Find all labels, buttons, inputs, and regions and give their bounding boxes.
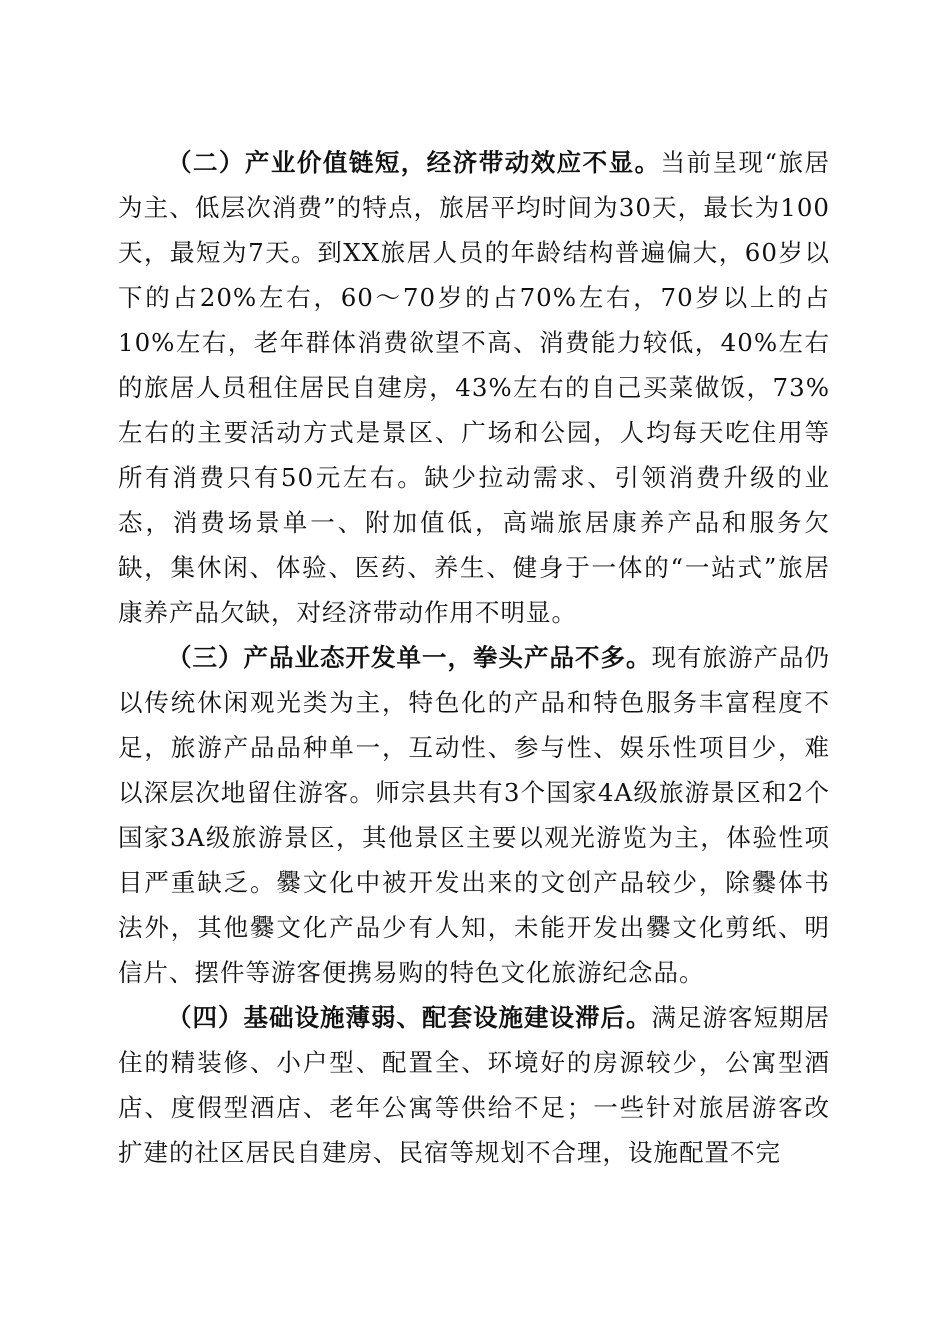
paragraph-product-formats xyxy=(118,635,830,995)
paragraph-industry-value-chain xyxy=(118,140,830,635)
paragraph-infrastructure xyxy=(118,995,830,1175)
paragraph-heading: （四）基础设施薄弱、配套设施建设滞后。 xyxy=(167,1003,652,1032)
paragraph-heading: （三）产品业态开发单一，拳头产品不多。 xyxy=(167,643,652,672)
paragraph-text: 满足游客短期居住的精装修、小户型、配置全、环境好的房源较少，公寓型酒店、度假型酒店、老年公寓等供给不足；一些针对旅居游客改扩建的社区居民自建房、民宿等规划不合理，设施配置不完 xyxy=(118,1003,830,1167)
paragraph-text: 现有旅游产品仍以传统休闲观光类为主，特色化的产品和特色服务丰富程度不足，旅游产品品种单一，互动性、参与性、娱乐性项目少，难以深层次地留住游客。师宗县共有3个国家4A级旅游景区和2个国家3A级旅游景区，其他景区主要以观光游览为主，体验性项目严重缺乏。爨文化中被开发出来的文创产品较少，除爨体书法外，其他爨文化产品少有人知，未能开发出爨文化剪纸、明信片、摆件等游客便携易购的特色文化旅游纪念品。 xyxy=(118,643,830,987)
paragraph-heading: （二）产业价值链短，经济带动效应不显。 xyxy=(167,148,661,177)
document-body xyxy=(118,140,830,1175)
paragraph-text: 当前呈现“旅居为主、低层次消费”的特点，旅居平均时间为30天，最长为100天，最短为7天。到XX旅居人员的年龄结构普遍偏大，60岁以下的占20%左右，60～70岁的占70%左右，70岁以上的占10%左右，老年群体消费欲望不高、消费能力较低，40%左右的旅居人员租住居民自建房，43%左右的自己买菜做饭，73%左右的主要活动方式是景区、广场和公园，人均每天吃住用等所有消费只有50元左右。缺少拉动需求、引领消费升级的业态，消费场景单一、附加值低，高端旅居康养产品和服务欠缺，集休闲、体验、医药、养生、健身于一体的“一站式”旅居康养产品欠缺，对经济带动作用不明显。 xyxy=(118,148,831,627)
